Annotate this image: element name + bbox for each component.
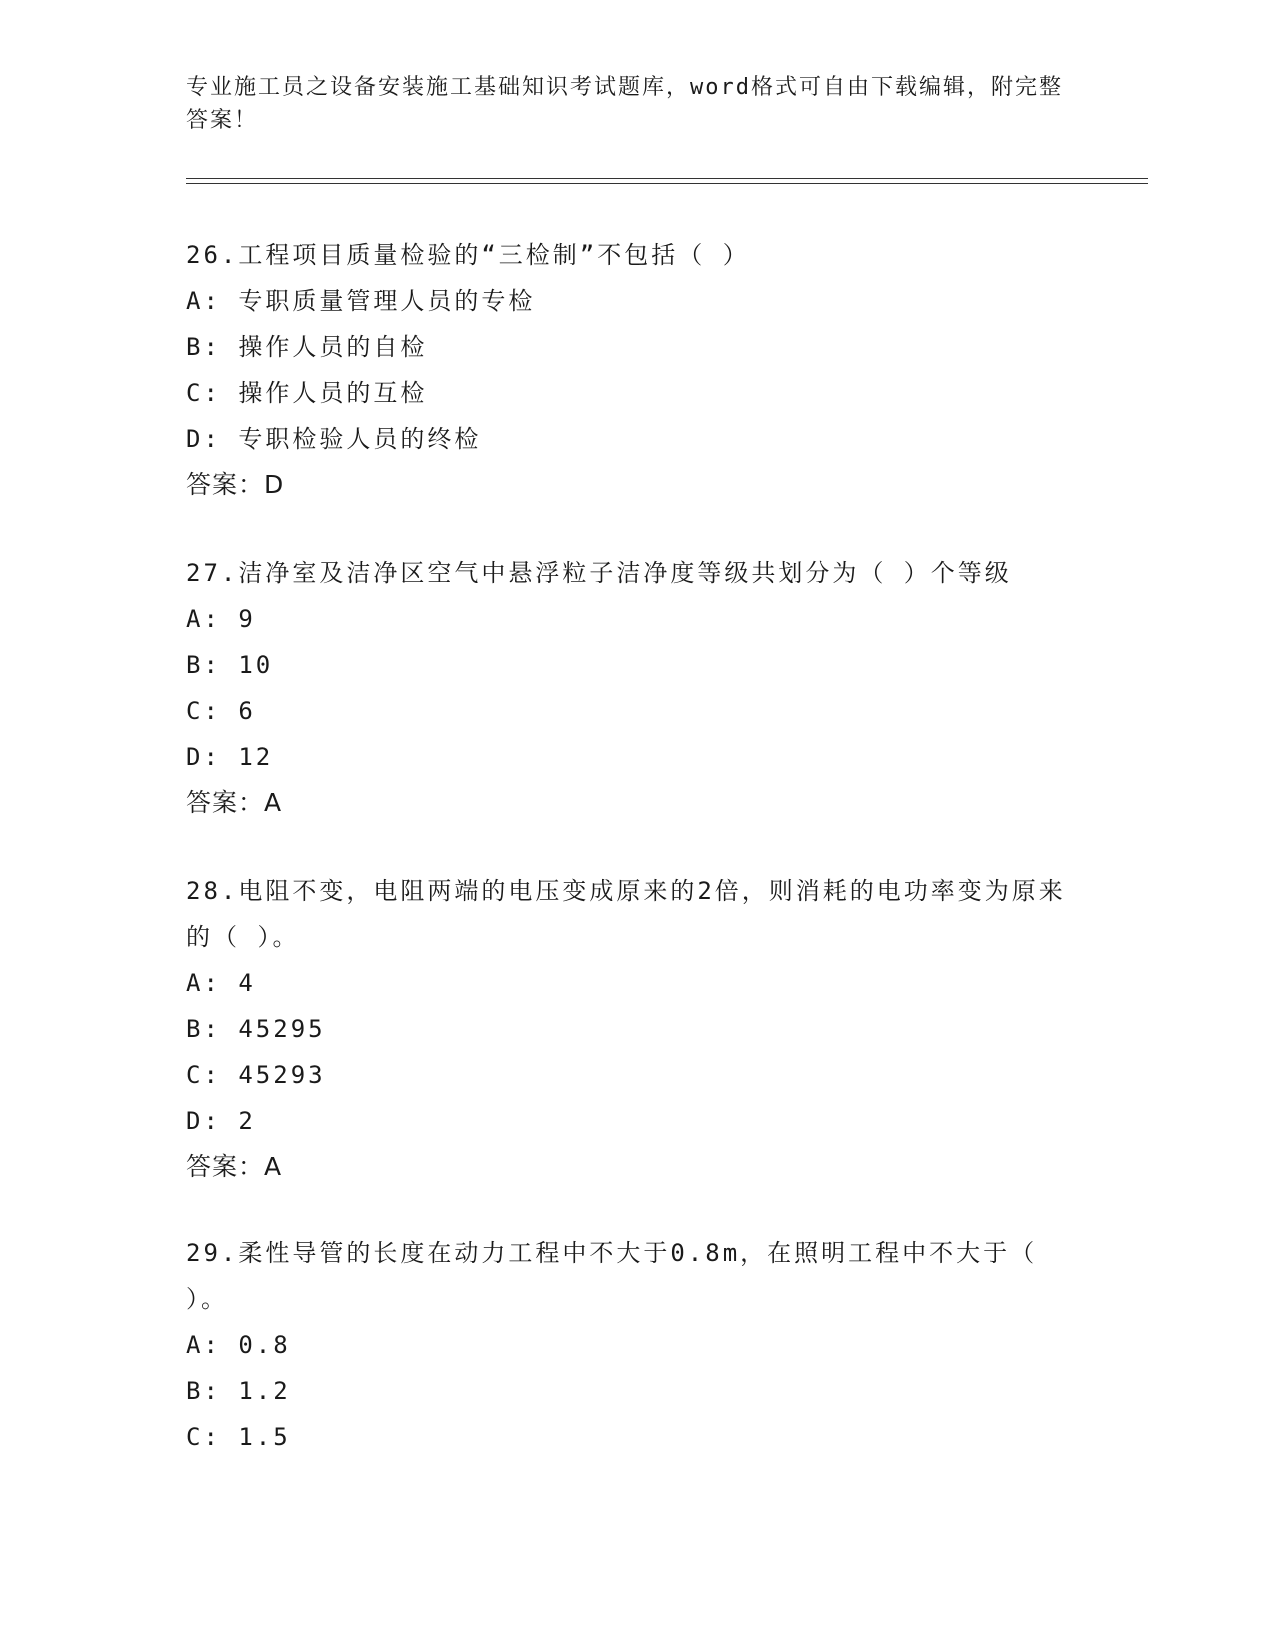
question-stem: 29.柔性导管的长度在动力工程中不大于0.8m，在照明工程中不大于（ ）。 — [186, 1239, 1038, 1313]
option-b: B: 45295 — [186, 1015, 326, 1043]
option-a: A: 0.8 — [186, 1331, 291, 1359]
option-b: B: 操作人员的自检 — [186, 333, 428, 361]
option-a: A: 4 — [186, 969, 256, 997]
answer-line: 答案：A — [186, 788, 283, 817]
option-d: D: 12 — [186, 743, 274, 771]
question-stem: 28.电阻不变，电阻两端的电压变成原来的2倍，则消耗的电功率变为原来的（ ）。 — [186, 877, 1066, 951]
header-divider-bottom — [186, 183, 1148, 184]
header-divider-top — [186, 178, 1148, 179]
question-28 — [186, 868, 1086, 1190]
document-header — [186, 71, 1066, 137]
option-c: C: 操作人员的互检 — [186, 379, 428, 407]
question-27 — [186, 550, 1086, 826]
question-stem: 27.洁净室及洁净区空气中悬浮粒子洁净度等级共划分为（ ）个等级 — [186, 559, 1012, 587]
option-a: A: 专职质量管理人员的专检 — [186, 287, 536, 315]
answer-line: 答案：A — [186, 1152, 283, 1181]
question-26 — [186, 232, 1086, 508]
option-c: C: 45293 — [186, 1061, 326, 1089]
option-c: C: 1.5 — [186, 1423, 291, 1451]
option-b: B: 10 — [186, 651, 274, 679]
question-29 — [186, 1230, 1086, 1460]
option-c: C: 6 — [186, 697, 256, 725]
option-a: A: 9 — [186, 605, 256, 633]
answer-line: 答案：D — [186, 470, 285, 499]
option-b: B: 1.2 — [186, 1377, 291, 1405]
question-stem: 26.工程项目质量检验的“三检制”不包括（ ） — [186, 241, 750, 269]
option-d: D: 2 — [186, 1107, 256, 1135]
option-d: D: 专职检验人员的终检 — [186, 425, 482, 453]
header-intro-text: 专业施工员之设备安装施工基础知识考试题库，word格式可自由下载编辑，附完整答案！ — [186, 75, 1063, 133]
